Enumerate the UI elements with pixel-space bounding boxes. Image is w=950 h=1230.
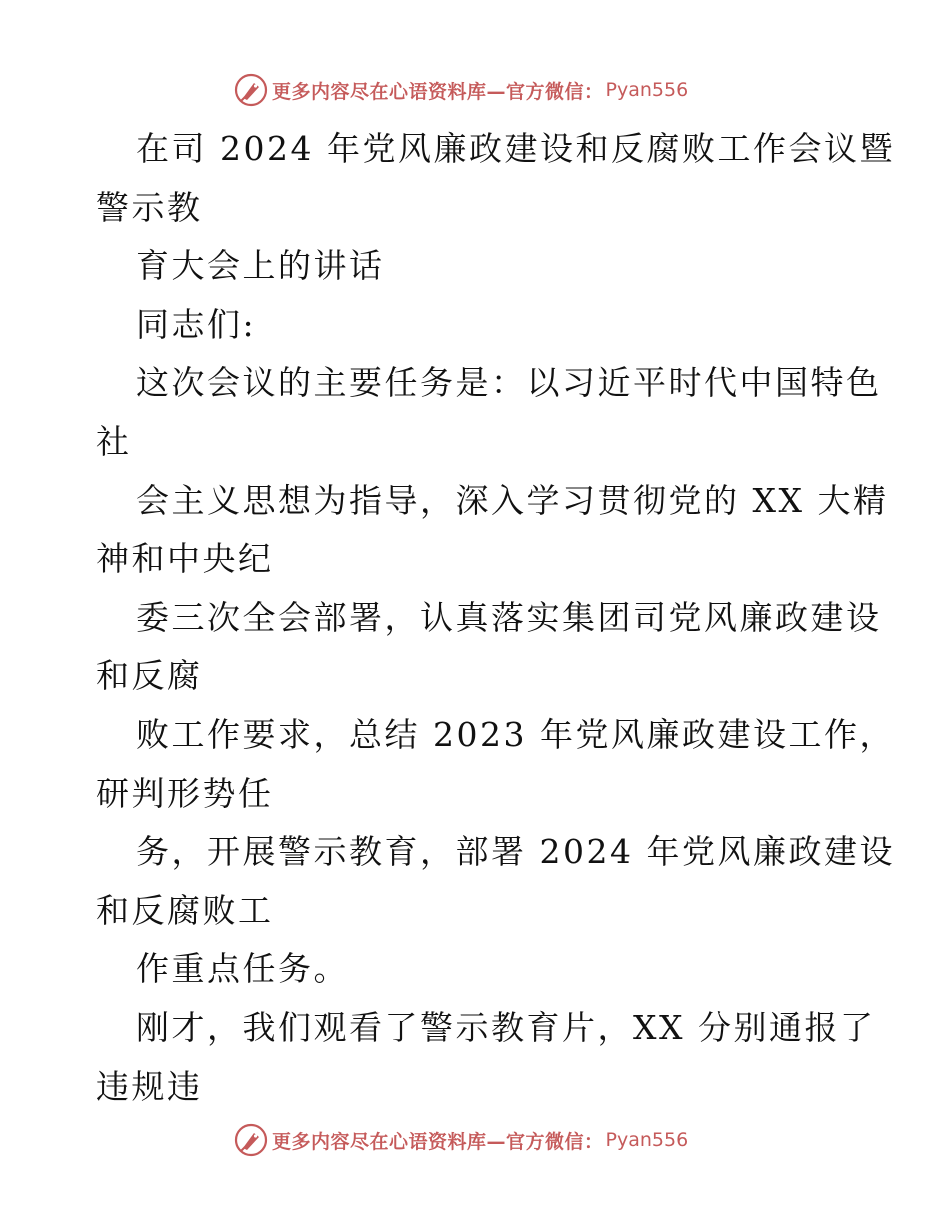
text-line: 和反腐 [96,656,203,696]
pen-nib-logo-icon [234,1123,268,1157]
text-line: 违规违 [96,1066,203,1106]
text-line: 会主义思想为指导，深入学习贯彻党的 XX 大精 [136,480,889,520]
text-line: 务，开展警示教育，部署 2024 年党风廉政建设 [136,832,895,872]
text-line: 败工作要求，总结 2023 年党风廉政建设工作， [136,714,895,754]
text-line: 警示教 [96,187,203,227]
text-line: 神和中央纪 [96,539,274,579]
watermark-text: 更多内容尽在心语资料库—官方微信： [272,80,604,103]
footer-watermark [234,1123,688,1157]
pen-nib-logo-icon [234,73,268,107]
watermark-wechat-id: Pyan556 [605,79,689,101]
text-line: 作重点任务。 [136,949,349,989]
text-line: 和反腐败工 [96,890,274,930]
text-line: 社 [96,421,132,461]
text-line: 同志们: [136,304,257,344]
text-line: 在司 2024 年党风廉政建设和反腐败工作会议暨 [136,129,895,168]
watermark-text: 更多内容尽在心语资料库—官方微信： [272,1130,604,1153]
text-line: 委三次全会部署，认真落实集团司党风廉政建设 [136,597,882,637]
text-line: 研判形势任 [96,773,274,813]
document-body [96,120,895,1116]
header-watermark [234,73,688,107]
watermark-wechat-id: Pyan556 [605,1129,689,1151]
text-line: 这次会议的主要任务是：以习近平时代中国特色 [136,363,882,403]
text-line: 育大会上的讲话 [136,246,385,286]
text-line: 刚才，我们观看了警示教育片，XX 分别通报了 [136,1007,876,1047]
